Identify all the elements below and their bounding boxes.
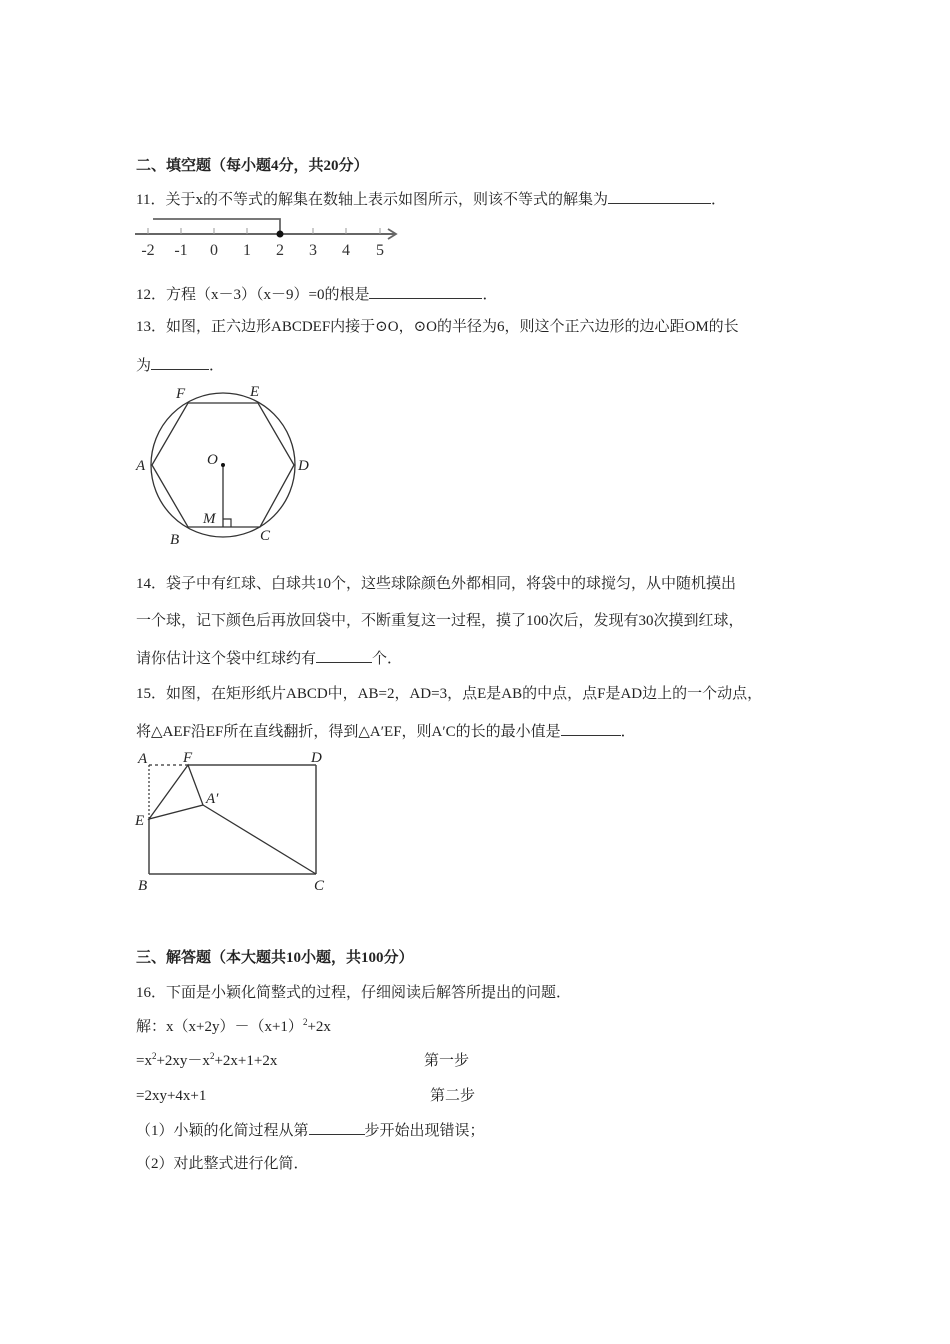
- section-heading-solutions: 三、解答题（本大题共10小题，共100分）: [136, 950, 414, 966]
- svg-text:-2: -2: [141, 242, 155, 259]
- answer-blank-13[interactable]: [151, 355, 209, 370]
- answer-blank-14[interactable]: [316, 648, 372, 663]
- svg-text:F: F: [176, 386, 186, 402]
- svg-text:3: 3: [309, 242, 317, 259]
- question-13-line1: 13．如图，正六边形ABCDEF内接于⊙O，⊙O的半径为6，则这个正六边形的边心距OM的长: [136, 319, 739, 335]
- svg-text:B: B: [170, 532, 180, 548]
- section-heading-fill-in: 二、填空题（每小题4分，共20分）: [136, 158, 369, 174]
- answer-blank-15[interactable]: [561, 721, 621, 736]
- rectangle-fold-figure: [130, 745, 340, 895]
- question-12: 12．方程（x－3）（x－9）=0的根是 ．: [136, 284, 497, 305]
- svg-text:A: A: [138, 751, 148, 767]
- svg-text:4: 4: [342, 242, 350, 259]
- answer-blank-11[interactable]: [608, 189, 711, 204]
- question-14-line1: 14．袋子中有红球、白球共10个，这些球除颜色外都相同，将袋中的球搅匀，从中随机摸出: [136, 576, 737, 592]
- question-11-text: 11．关于x的不等式的解集在数轴上表示如图所示，则该不等式的解集为: [136, 192, 608, 208]
- hexagon-circle-figure: [130, 380, 330, 550]
- solution-step-1-expression: $=x^2+2xy-x^2+2x+1+2x$: [136, 1051, 278, 1069]
- svg-text:-1: -1: [174, 242, 188, 259]
- svg-text:A′: A′: [206, 791, 219, 807]
- solid-point-icon: [277, 231, 284, 238]
- number-line-figure: [130, 210, 410, 260]
- svg-text:M: M: [203, 511, 216, 527]
- question-13-line2: 为 ．: [136, 355, 224, 376]
- svg-text:0: 0: [210, 242, 218, 259]
- svg-text:O: O: [207, 452, 218, 468]
- svg-text:1: 1: [243, 242, 251, 259]
- svg-text:F: F: [183, 750, 193, 766]
- solution-step-2-expression: =2xy+4x+1: [136, 1088, 207, 1104]
- solution-bracket: [153, 219, 280, 234]
- svg-text:C: C: [260, 528, 271, 544]
- solution-expression: 解：$x(x+2y)-(x+1)^2+2x$: [136, 1017, 331, 1035]
- answer-blank-12[interactable]: [369, 284, 482, 299]
- question-16-intro: 16．下面是小颖化简整式的过程，仔细阅读后解答所提出的问题．: [136, 985, 572, 1001]
- question-14-line3: 请你估计这个袋中红球约有 个．: [136, 648, 402, 669]
- svg-text:B: B: [138, 878, 148, 894]
- question-15-line1: 15．如图，在矩形纸片ABCD中，AB=2，AD=3，点E是AB的中点，点F是AD边上的一个动点，: [136, 686, 763, 702]
- answer-blank-16-1[interactable]: [309, 1120, 365, 1135]
- svg-text:2: 2: [276, 242, 284, 259]
- svg-text:E: E: [135, 813, 145, 829]
- solution-step-2-label: 第二步: [430, 1088, 476, 1104]
- svg-text:D: D: [311, 750, 322, 766]
- question-11: 11．关于x的不等式的解集在数轴上表示如图所示，则该不等式的解集为 ．: [136, 189, 726, 210]
- question-16-part-2: （2）对此整式进行化简．: [136, 1156, 309, 1172]
- svg-text:E: E: [250, 384, 260, 400]
- svg-text:D: D: [298, 458, 309, 474]
- question-15-line2: 将△AEF沿EF所在直线翻折，得到△A′EF，则A′C的长的最小值是 ．: [136, 721, 636, 742]
- solution-step-1-label: 第一步: [424, 1053, 470, 1069]
- svg-text:5: 5: [376, 242, 384, 259]
- question-16-part-1: （1）小颖的化简过程从第 步开始出现错误；: [136, 1120, 485, 1141]
- question-14-line2: 一个球，记下颜色后再放回袋中，不断重复这一过程，摸了100次后，发现有30次摸到红球，: [136, 613, 744, 629]
- svg-text:A: A: [136, 458, 146, 474]
- right-angle-mark: [223, 519, 231, 527]
- svg-text:C: C: [314, 878, 325, 894]
